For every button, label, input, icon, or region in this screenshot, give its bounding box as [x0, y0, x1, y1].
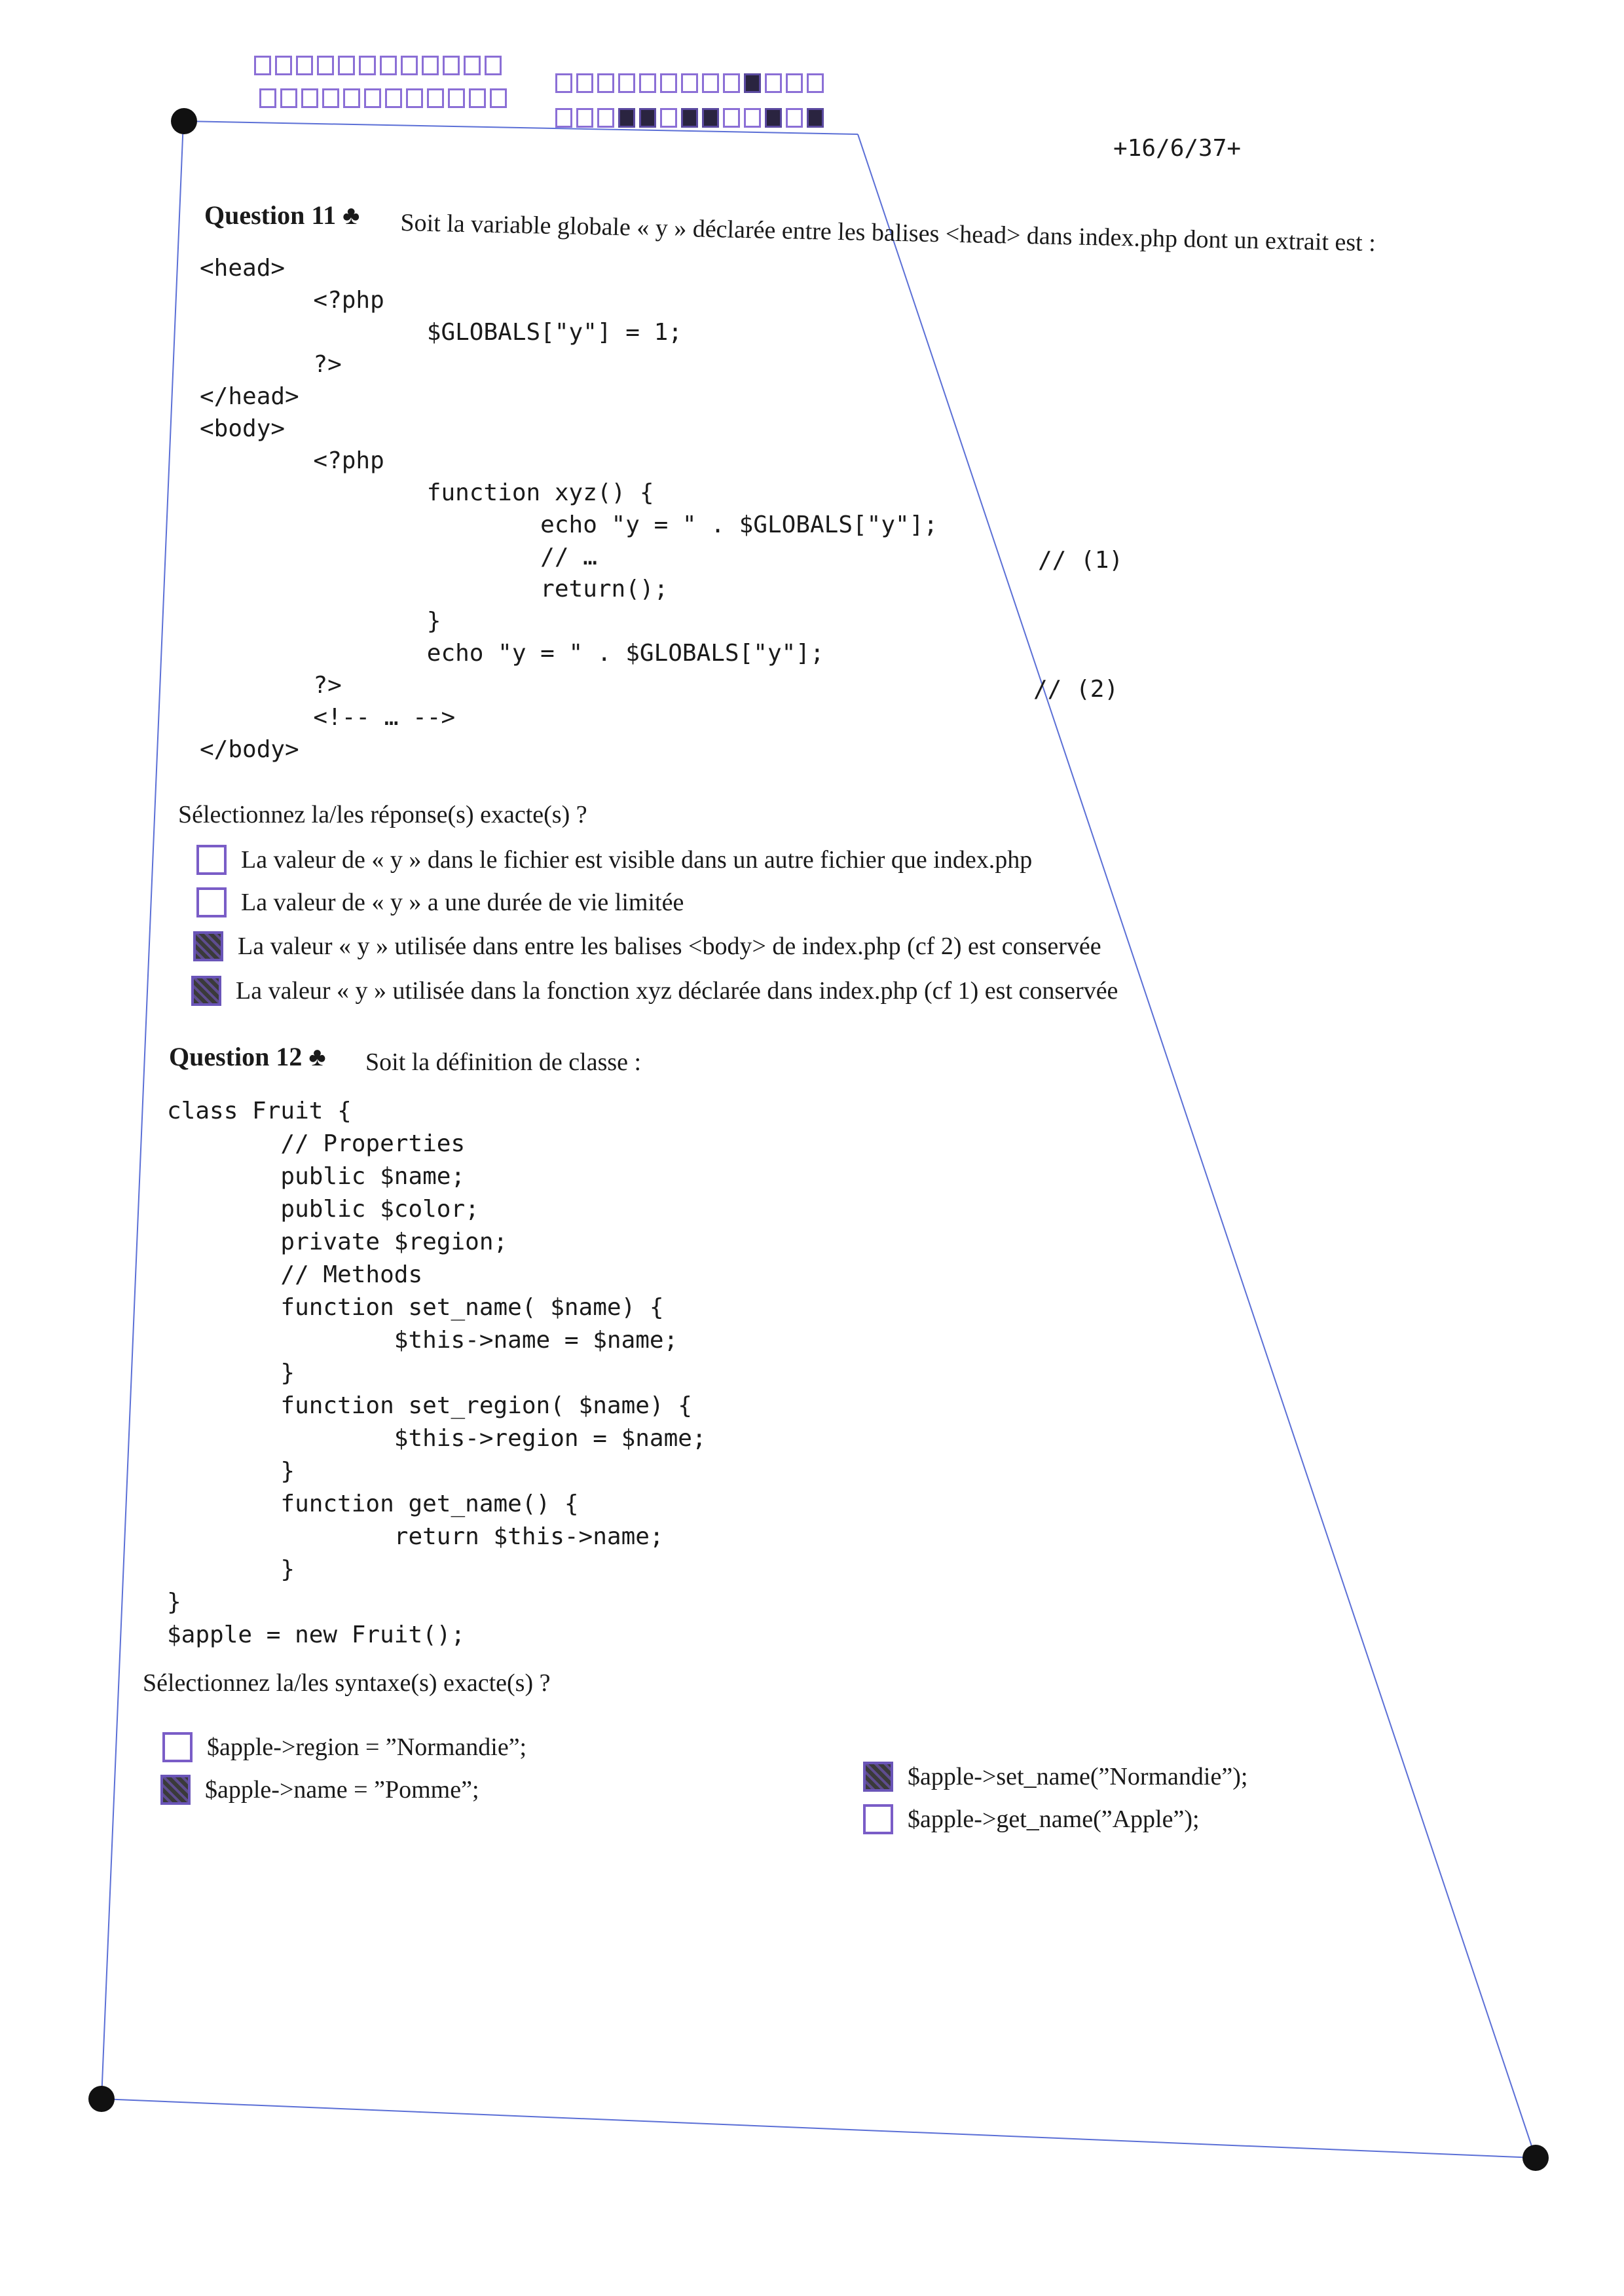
- id-box: [660, 73, 677, 93]
- code-line: return $this->name;: [167, 1523, 664, 1550]
- code-line: public $name;: [167, 1163, 466, 1190]
- code-line: public $color;: [167, 1196, 479, 1223]
- id-box: [359, 56, 376, 75]
- frame-right-line: [858, 134, 1536, 2158]
- checkbox[interactable]: [863, 1762, 893, 1792]
- q11-option-3[interactable]: [193, 931, 1101, 961]
- id-box: [807, 73, 824, 93]
- id-box-row-1: [254, 56, 506, 75]
- id-box: [576, 108, 593, 128]
- checkbox[interactable]: [196, 887, 227, 917]
- id-box: [681, 73, 698, 93]
- code-line: }: [167, 1360, 295, 1386]
- q12-option-3[interactable]: [863, 1762, 1247, 1792]
- id-box: [380, 56, 397, 75]
- checkbox[interactable]: [160, 1775, 191, 1805]
- question-12-prompt: Sélectionnez la/les syntaxe(s) exacte(s) ?: [143, 1669, 551, 1697]
- question-12-code: [167, 1095, 707, 1652]
- id-box-row-2: [259, 88, 511, 108]
- id-box: [744, 108, 761, 128]
- code-line: <body>: [200, 415, 286, 442]
- option-label: $apple->region = ”Normandie”;: [207, 1733, 527, 1761]
- question-11-prompt: Sélectionnez la/les réponse(s) exacte(s) ?: [178, 801, 587, 828]
- id-box: [597, 108, 614, 128]
- id-box: [338, 56, 355, 75]
- id-box: [301, 88, 318, 108]
- code-line: <?php: [200, 287, 384, 314]
- id-box: [275, 56, 292, 75]
- page-number: +16/6/37+: [1113, 135, 1242, 162]
- code-line: }: [167, 1458, 295, 1485]
- id-box: [406, 88, 423, 108]
- id-box: [280, 88, 297, 108]
- id-box: [807, 108, 824, 128]
- id-box: [364, 88, 381, 108]
- code-line: $GLOBALS["y"] = 1;: [200, 319, 682, 346]
- frame-bottom-line: [101, 2099, 1536, 2158]
- id-box: [427, 88, 444, 108]
- id-box: [576, 73, 593, 93]
- id-box: [765, 73, 782, 93]
- code-line: function xyz() {: [200, 479, 654, 506]
- id-box: [555, 108, 572, 128]
- code-line: ?>: [200, 672, 342, 699]
- code-line: // Properties: [167, 1130, 466, 1157]
- id-box: [702, 108, 719, 128]
- code-line: <!-- … -->: [200, 704, 456, 731]
- checkbox[interactable]: [863, 1804, 893, 1834]
- id-box: [322, 88, 339, 108]
- id-box: [723, 108, 740, 128]
- id-box: [786, 108, 803, 128]
- id-box: [448, 88, 465, 108]
- id-box: [490, 88, 507, 108]
- question-12-statement: Soit la définition de classe :: [365, 1048, 642, 1076]
- code-line: function get_name() {: [167, 1491, 579, 1517]
- id-box: [786, 73, 803, 93]
- code-line: // Methods: [167, 1261, 423, 1288]
- checkbox[interactable]: [193, 931, 223, 961]
- code-line: ?>: [200, 351, 342, 378]
- id-box: [702, 73, 719, 93]
- id-box: [422, 56, 439, 75]
- option-label: $apple->get_name(”Apple”);: [908, 1805, 1200, 1833]
- code-line: return();: [200, 576, 669, 602]
- question-11-heading: [204, 200, 360, 231]
- code-line: private $region;: [167, 1229, 508, 1255]
- code-line: }: [167, 1589, 181, 1616]
- id-box: [555, 73, 572, 93]
- id-box: [618, 73, 635, 93]
- corner-marker-bottom-right: [1522, 2145, 1549, 2171]
- code-comment-2: // (2): [1033, 676, 1119, 703]
- code-line: $this->region = $name;: [167, 1425, 707, 1452]
- checkbox[interactable]: [196, 845, 227, 875]
- id-box-row-4: [555, 108, 828, 128]
- option-label: $apple->name = ”Pomme”;: [205, 1776, 479, 1804]
- id-box: [597, 73, 614, 93]
- q12-option-2[interactable]: [160, 1775, 479, 1805]
- id-box: [660, 108, 677, 128]
- code-line: class Fruit {: [167, 1098, 352, 1124]
- code-line: </body>: [200, 736, 299, 763]
- code-line: $this->name = $name;: [167, 1327, 678, 1354]
- id-box: [254, 56, 271, 75]
- option-label: La valeur de « y » dans le fichier est visible dans un autre fichier que index.php: [241, 846, 1033, 874]
- q12-option-4[interactable]: [863, 1804, 1200, 1834]
- id-box: [401, 56, 418, 75]
- question-11-label: Question 11: [204, 200, 337, 230]
- code-line: }: [167, 1556, 295, 1583]
- question-11-statement: Soit la variable globale « y » déclarée entre les balises <head> dans index.php dont un extrait est :: [400, 208, 1376, 257]
- code-line: </head>: [200, 383, 299, 410]
- id-box: [639, 108, 656, 128]
- code-line: function set_region( $name) {: [167, 1392, 692, 1419]
- q11-option-2[interactable]: [196, 887, 684, 917]
- id-box: [639, 73, 656, 93]
- id-box: [765, 108, 782, 128]
- option-label: La valeur de « y » a une durée de vie limitée: [241, 889, 684, 916]
- id-box: [681, 108, 698, 128]
- code-comment-1: // (1): [1038, 547, 1124, 574]
- option-label: La valeur « y » utilisée dans entre les balises <body> de index.php (cf 2) est conservée: [238, 933, 1101, 960]
- id-box: [317, 56, 334, 75]
- question-11-code: [200, 252, 938, 766]
- code-line: <head>: [200, 255, 286, 282]
- id-box: [744, 73, 761, 93]
- checkbox[interactable]: [191, 976, 221, 1006]
- id-box: [296, 56, 313, 75]
- corner-marker-top-left: [171, 108, 197, 134]
- id-box-row-3: [555, 73, 828, 93]
- q11-option-4[interactable]: [191, 976, 1118, 1006]
- code-line: function set_name( $name) {: [167, 1294, 664, 1321]
- q11-option-1[interactable]: [196, 845, 1032, 875]
- corner-marker-bottom-left: [88, 2086, 115, 2112]
- code-line: echo "y = " . $GLOBALS["y"];: [200, 640, 824, 667]
- id-box: [259, 88, 276, 108]
- id-box: [485, 56, 502, 75]
- code-line: $apple = new Fruit();: [167, 1621, 466, 1648]
- id-box: [385, 88, 402, 108]
- id-box: [618, 108, 635, 128]
- code-line: <?php: [200, 447, 384, 474]
- id-box: [443, 56, 460, 75]
- code-line: echo "y = " . $GLOBALS["y"];: [200, 511, 938, 538]
- question-12-label: Question 12: [169, 1042, 303, 1071]
- id-box: [723, 73, 740, 93]
- q12-option-1[interactable]: [162, 1732, 526, 1762]
- club-icon: ♣: [342, 200, 360, 230]
- club-icon: ♣: [308, 1042, 326, 1071]
- question-12-heading: [169, 1041, 326, 1072]
- code-line: // …: [200, 544, 597, 570]
- id-box: [343, 88, 360, 108]
- id-box: [464, 56, 481, 75]
- code-line: }: [200, 608, 441, 635]
- id-box: [469, 88, 486, 108]
- checkbox[interactable]: [162, 1732, 193, 1762]
- option-label: La valeur « y » utilisée dans la fonction xyz déclarée dans index.php (cf 1) est conservée: [236, 977, 1118, 1005]
- option-label: $apple->set_name(”Normandie”);: [908, 1763, 1248, 1790]
